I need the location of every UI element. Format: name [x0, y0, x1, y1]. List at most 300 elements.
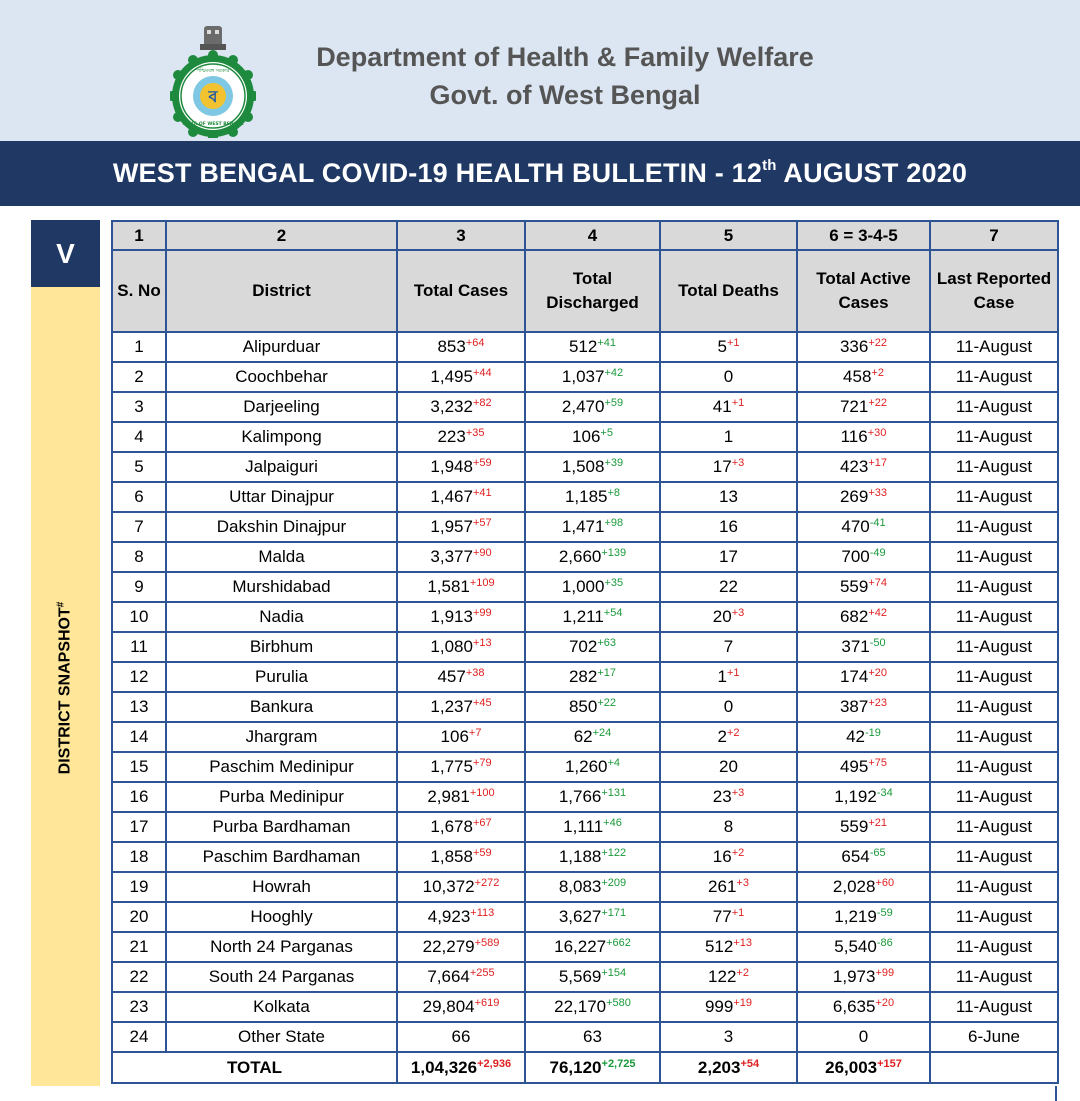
discharged-cell-change: +154 [601, 967, 627, 979]
cases-cell-change: +59 [472, 847, 492, 859]
deaths-cell [660, 962, 797, 992]
cases-cell-change: +589 [474, 937, 500, 949]
district-snapshot-table [111, 220, 1059, 1084]
deaths-cell [660, 602, 797, 632]
district-cell-value: Other State [238, 1027, 325, 1046]
deaths-cell [660, 572, 797, 602]
discharged-cell [525, 932, 660, 962]
district-cell [166, 752, 397, 782]
table-row [112, 902, 1058, 932]
sno-cell [112, 872, 166, 902]
district-cell [166, 662, 397, 692]
column-header-total-deaths: Total Deaths [660, 250, 797, 332]
total-cases-cell [397, 1052, 525, 1083]
discharged-cell [525, 602, 660, 632]
last-reported-cell [930, 422, 1058, 452]
district-cell-value: Paschim Medinipur [209, 757, 354, 776]
last-reported-cell [930, 782, 1058, 812]
last-reported-cell-value: 11-August [955, 997, 1033, 1016]
deaths-cell-change: +1 [726, 337, 740, 349]
cases-cell-change: +57 [472, 517, 492, 529]
active-cell-change: -59 [876, 907, 893, 919]
deaths-cell-value: 1 [723, 427, 734, 446]
cases-cell-value: 3,377 [430, 547, 473, 566]
active-cell-value: 458 [843, 367, 872, 386]
sno-cell-value: 20 [129, 907, 149, 926]
active-cell [797, 602, 930, 632]
discharged-cell [525, 872, 660, 902]
cases-cell-value: 66 [451, 1027, 471, 1046]
total-cases-cell-change: +2,936 [477, 1057, 512, 1070]
deaths-cell [660, 902, 797, 932]
district-cell [166, 332, 397, 362]
sno-cell-value: 10 [129, 607, 149, 626]
cases-cell-change: +619 [474, 997, 500, 1009]
header [0, 0, 1080, 141]
active-cell-value: 174 [839, 667, 869, 686]
last-reported-cell [930, 842, 1058, 872]
active-cell [797, 632, 930, 662]
cases-cell [397, 1022, 525, 1052]
district-cell-value: Purulia [255, 667, 308, 686]
deaths-cell-change: +19 [733, 997, 753, 1009]
last-reported-cell [930, 692, 1058, 722]
discharged-cell-value: 1,211 [562, 607, 604, 626]
deaths-cell-change: +1 [731, 397, 745, 409]
deaths-cell-value: 261 [708, 877, 737, 896]
active-cell [797, 902, 930, 932]
active-cell-value: 682 [839, 607, 869, 626]
discharged-cell [525, 332, 660, 362]
last-reported-cell-value: 11-August [955, 697, 1033, 716]
active-cell [797, 812, 930, 842]
active-cell-change: +74 [868, 577, 888, 589]
cases-cell-value: 22,279 [422, 937, 475, 956]
deaths-cell-change: +1 [726, 667, 740, 679]
deaths-cell [660, 542, 797, 572]
column-number: 4 [525, 221, 660, 250]
last-reported-cell [930, 542, 1058, 572]
cases-cell [397, 662, 525, 692]
cases-cell-value: 2,981 [427, 787, 470, 806]
cases-cell-change: +7 [468, 727, 482, 739]
district-cell-value: Purba Bardhaman [212, 817, 351, 836]
last-reported-cell-value: 11-August [955, 487, 1033, 506]
district-cell [166, 902, 397, 932]
active-cell [797, 452, 930, 482]
government-name: Govt. of West Bengal [429, 80, 701, 110]
sno-cell-value: 13 [129, 697, 149, 716]
district-cell-value: Jhargram [245, 727, 318, 746]
sno-cell [112, 422, 166, 452]
sno-cell-value: 16 [129, 787, 149, 806]
last-reported-cell [930, 482, 1058, 512]
cases-cell [397, 542, 525, 572]
sno-cell [112, 662, 166, 692]
cases-cell-value: 1,913 [430, 607, 473, 626]
cases-cell-value: 1,237 [430, 697, 473, 716]
discharged-cell [525, 782, 660, 812]
sno-cell [112, 332, 166, 362]
last-reported-cell [930, 332, 1058, 362]
sno-cell [112, 1022, 166, 1052]
sno-cell [112, 392, 166, 422]
deaths-cell-value: 16 [712, 847, 732, 866]
district-cell [166, 812, 397, 842]
discharged-cell-change: +41 [597, 337, 617, 349]
discharged-cell-value: 63 [583, 1027, 602, 1046]
deaths-cell-value: 20 [719, 757, 738, 776]
sno-cell [112, 752, 166, 782]
district-cell [166, 1022, 397, 1052]
active-cell [797, 512, 930, 542]
discharged-cell-change: +5 [600, 427, 613, 439]
table-row [112, 962, 1058, 992]
total-label: TOTAL [112, 1052, 397, 1083]
deaths-cell [660, 752, 797, 782]
cases-cell-change: +67 [472, 817, 492, 829]
active-cell-change: +99 [875, 967, 895, 979]
active-cell [797, 692, 930, 722]
table-row [112, 692, 1058, 722]
cases-cell-value: 1,467 [430, 487, 473, 506]
cases-cell-change: +79 [472, 757, 492, 769]
department-title [265, 38, 865, 114]
sno-cell [112, 992, 166, 1022]
active-cell-change: -50 [869, 637, 886, 649]
active-cell-value: 1,192 [834, 787, 877, 806]
column-number-row [112, 221, 1058, 250]
discharged-cell-change: +63 [597, 637, 617, 649]
active-cell-value: 470 [841, 517, 870, 536]
deaths-cell [660, 452, 797, 482]
bulletin-title [0, 141, 1080, 206]
discharged-cell-value: 850 [568, 697, 598, 716]
discharged-cell-change: +42 [604, 367, 624, 379]
deaths-cell [660, 422, 797, 452]
table-row [112, 782, 1058, 812]
discharged-cell-value: 8,083 [558, 877, 602, 896]
total-deaths-cell [660, 1052, 797, 1083]
deaths-cell-value: 122 [708, 967, 737, 986]
district-cell [166, 842, 397, 872]
deaths-cell [660, 842, 797, 872]
active-cell-value: 1,219 [834, 907, 877, 926]
cases-cell [397, 962, 525, 992]
last-reported-cell [930, 632, 1058, 662]
active-cell-value: 495 [839, 757, 869, 776]
active-cell-value: 387 [839, 697, 869, 716]
cases-cell [397, 422, 525, 452]
column-header-sno: S. No [112, 250, 166, 332]
cases-cell-value: 10,372 [422, 877, 475, 896]
active-cell-value: 5,540 [834, 937, 877, 956]
active-cell-value: 2,028 [832, 877, 876, 896]
active-cell [797, 542, 930, 572]
active-cell [797, 422, 930, 452]
table-row [112, 632, 1058, 662]
sno-cell [112, 452, 166, 482]
cases-cell-change: +41 [472, 487, 492, 499]
bulletin-title-prefix: WEST BENGAL COVID-19 HEALTH BULLETIN - 12 [112, 158, 763, 188]
table-row [112, 392, 1058, 422]
active-cell-change: +2 [871, 367, 884, 379]
discharged-cell-change: +139 [601, 547, 627, 559]
cases-cell [397, 812, 525, 842]
cases-cell-value: 7,664 [427, 967, 470, 986]
cases-cell [397, 872, 525, 902]
active-cell-change: -19 [865, 727, 881, 739]
district-cell-value: Dakshin Dinajpur [216, 517, 347, 536]
deaths-cell-value: 77 [712, 907, 732, 926]
last-reported-cell-value: 11-August [955, 547, 1033, 566]
district-cell [166, 722, 397, 752]
total-discharged-cell-change: +2,725 [601, 1057, 636, 1070]
discharged-cell-change: +122 [601, 847, 627, 859]
table-row [112, 422, 1058, 452]
cases-cell-value: 29,804 [422, 997, 475, 1016]
discharged-cell-value: 512 [568, 337, 598, 356]
active-cell-change: +22 [868, 397, 888, 409]
cases-cell [397, 362, 525, 392]
table-row [112, 812, 1058, 842]
deaths-cell [660, 1022, 797, 1052]
deaths-cell-value: 7 [723, 637, 734, 656]
table-row [112, 572, 1058, 602]
active-cell-change: +17 [868, 457, 888, 469]
column-number: 3 [397, 221, 525, 250]
table-body [112, 332, 1058, 1083]
active-cell-value: 1,973 [832, 967, 876, 986]
active-cell-value: 423 [839, 457, 869, 476]
last-reported-cell [930, 662, 1058, 692]
last-reported-cell-value: 11-August [955, 637, 1033, 656]
district-cell-value: Howrah [252, 877, 311, 896]
cases-cell [397, 452, 525, 482]
deaths-cell-value: 22 [719, 577, 738, 596]
deaths-cell [660, 512, 797, 542]
sno-cell [112, 902, 166, 932]
discharged-cell [525, 422, 660, 452]
active-cell [797, 872, 930, 902]
active-cell-value: 654 [841, 847, 870, 866]
deaths-cell [660, 992, 797, 1022]
cases-cell-value: 3,232 [430, 397, 473, 416]
active-cell-change: -49 [869, 547, 886, 559]
district-cell-value: Purba Medinipur [219, 787, 344, 806]
cases-cell-value: 106 [440, 727, 469, 746]
discharged-cell-value: 62 [573, 727, 593, 746]
active-cell [797, 752, 930, 782]
discharged-cell-change: +580 [606, 997, 631, 1009]
discharged-cell-value: 1,471 [561, 517, 605, 536]
last-reported-cell-value: 11-August [955, 727, 1033, 746]
sno-cell-value: 21 [129, 937, 149, 956]
active-cell-value: 116 [840, 427, 868, 446]
table-row [112, 722, 1058, 752]
last-reported-cell [930, 572, 1058, 602]
last-reported-cell-value: 11-August [955, 397, 1033, 416]
deaths-cell [660, 812, 797, 842]
deaths-cell-value: 13 [719, 487, 738, 506]
last-reported-cell-value: 11-August [955, 967, 1033, 986]
total-active-cell [797, 1052, 930, 1083]
active-cell-change: -86 [876, 937, 893, 949]
district-cell-value: Darjeeling [243, 397, 320, 416]
discharged-cell-change: +4 [607, 757, 621, 769]
last-reported-cell-value: 6-June [968, 1027, 1020, 1046]
discharged-cell-value: 1,260 [564, 757, 608, 776]
discharged-cell [525, 842, 660, 872]
west-bengal-emblem-icon [170, 24, 256, 138]
discharged-cell-value: 1,185 [564, 487, 608, 506]
discharged-cell-change: +35 [604, 577, 624, 589]
cases-cell-change: +64 [465, 337, 485, 349]
deaths-cell-value: 5 [717, 337, 727, 356]
sno-cell [112, 512, 166, 542]
last-reported-cell-value: 11-August [955, 337, 1033, 356]
deaths-cell [660, 362, 797, 392]
discharged-cell [525, 362, 660, 392]
deaths-cell-value: 20 [712, 607, 732, 626]
last-reported-cell [930, 392, 1058, 422]
sno-cell [112, 482, 166, 512]
discharged-cell-value: 16,227 [554, 937, 607, 956]
last-reported-cell [930, 722, 1058, 752]
last-reported-cell [930, 992, 1058, 1022]
active-cell [797, 962, 930, 992]
table-row [112, 872, 1058, 902]
discharged-cell-change: +24 [592, 727, 612, 739]
discharged-cell-change: +131 [601, 787, 627, 799]
district-cell [166, 482, 397, 512]
last-reported-cell [930, 962, 1058, 992]
table-row [112, 542, 1058, 572]
deaths-cell [660, 872, 797, 902]
district-cell [166, 932, 397, 962]
discharged-cell-value: 282 [568, 667, 598, 686]
discharged-cell [525, 752, 660, 782]
table-row [112, 842, 1058, 872]
table-row [112, 332, 1058, 362]
sno-cell-value: 24 [129, 1027, 149, 1046]
active-cell-value: 559 [839, 817, 869, 836]
discharged-cell [525, 512, 660, 542]
last-reported-cell-value: 11-August [955, 757, 1033, 776]
column-number: 5 [660, 221, 797, 250]
active-cell-change: -65 [869, 847, 886, 859]
last-reported-cell-value: 11-August [955, 457, 1033, 476]
table-row [112, 932, 1058, 962]
district-cell-value: Kolkata [253, 997, 310, 1016]
last-reported-cell [930, 752, 1058, 782]
deaths-cell [660, 632, 797, 662]
active-cell-value: 721 [839, 397, 869, 416]
deaths-cell-value: 16 [719, 517, 738, 536]
last-reported-cell-value: 11-August [955, 937, 1033, 956]
sno-cell [112, 692, 166, 722]
sno-cell [112, 962, 166, 992]
table-row [112, 602, 1058, 632]
sno-cell [112, 572, 166, 602]
last-reported-cell-value: 11-August [955, 907, 1033, 926]
cases-cell-change: +90 [472, 547, 492, 559]
cases-cell-value: 1,957 [430, 517, 473, 536]
cases-cell-value: 457 [437, 667, 466, 686]
deaths-cell-value: 23 [712, 787, 732, 806]
cases-cell-value: 1,495 [430, 367, 473, 386]
active-cell-value: 6,635 [832, 997, 876, 1016]
discharged-cell-value: 702 [568, 637, 598, 656]
discharged-cell-change: +54 [603, 607, 623, 619]
active-cell-value: 336 [839, 337, 869, 356]
table-row [112, 482, 1058, 512]
sno-cell-value: 17 [129, 817, 149, 836]
sno-cell [112, 842, 166, 872]
sno-cell-value: 12 [129, 667, 149, 686]
emblem-letter: ব [208, 87, 218, 106]
last-reported-cell [930, 872, 1058, 902]
total-cases-cell-value: 1,04,326 [410, 1057, 478, 1077]
cases-cell-value: 1,581 [427, 577, 470, 596]
active-cell [797, 992, 930, 1022]
active-cell [797, 842, 930, 872]
active-cell-change: +60 [875, 877, 895, 889]
district-cell-value: South 24 Parganas [208, 967, 355, 986]
table-row [112, 452, 1058, 482]
sno-cell-value: 7 [134, 517, 144, 536]
active-cell-change: -34 [876, 787, 893, 799]
last-reported-cell-value: 11-August [955, 817, 1033, 836]
discharged-cell-change: +662 [606, 937, 631, 949]
discharged-cell [525, 1022, 660, 1052]
deaths-cell-value: 3 [723, 1027, 734, 1046]
active-cell-change: +42 [868, 607, 888, 619]
discharged-cell [525, 542, 660, 572]
deaths-cell-value: 1 [717, 667, 727, 686]
discharged-cell [525, 662, 660, 692]
district-cell [166, 992, 397, 1022]
active-cell [797, 332, 930, 362]
cases-cell-change: +13 [472, 637, 492, 649]
discharged-cell-change: +98 [604, 517, 624, 529]
district-cell [166, 782, 397, 812]
sno-cell-value: 18 [129, 847, 149, 866]
sno-cell-value: 5 [134, 457, 144, 476]
cases-cell [397, 392, 525, 422]
bulletin-title-sup: th [762, 157, 777, 174]
cases-cell-change: +100 [469, 787, 495, 799]
discharged-cell-value: 1,508 [561, 457, 605, 476]
deaths-cell [660, 692, 797, 722]
active-cell-value: 559 [839, 577, 869, 596]
section-number: V [31, 220, 100, 287]
district-cell [166, 362, 397, 392]
discharged-cell-change: +8 [607, 487, 621, 499]
district-cell-value: Alipurduar [242, 337, 321, 356]
deaths-cell-change: +3 [731, 787, 745, 799]
cases-cell-change: +59 [472, 457, 492, 469]
sno-cell [112, 542, 166, 572]
district-cell-value: Paschim Bardhaman [202, 847, 361, 866]
cases-cell-change: +82 [472, 397, 492, 409]
cases-cell [397, 482, 525, 512]
last-reported-cell-value: 11-August [955, 877, 1033, 896]
active-cell-value: 0 [858, 1027, 869, 1046]
table-row [112, 362, 1058, 392]
discharged-cell-value: 1,766 [558, 787, 602, 806]
sno-cell [112, 722, 166, 752]
